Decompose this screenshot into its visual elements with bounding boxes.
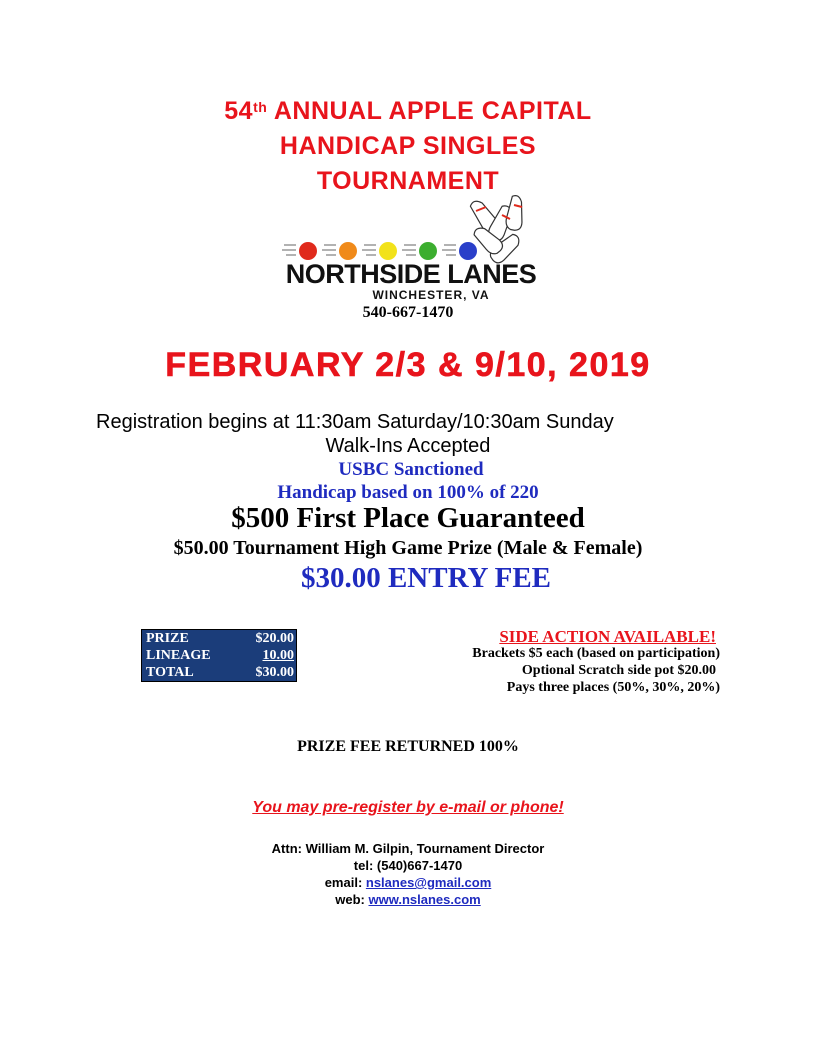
side-action-heading: SIDE ACTION AVAILABLE! bbox=[499, 627, 716, 646]
handicap-basis: Handicap based on 100% of 220 bbox=[277, 482, 539, 503]
bowling-ball-icon bbox=[459, 242, 477, 260]
event-dates: FEBRUARY 2/3 & 9/10, 2019 bbox=[165, 346, 651, 384]
contact-block bbox=[0, 840, 816, 908]
title-line-2: HANDICAP SINGLES bbox=[279, 132, 537, 160]
walkins-note: Walk-Ins Accepted bbox=[325, 435, 491, 457]
fee-breakdown-table bbox=[141, 629, 297, 682]
first-place-prize: $500 First Place Guaranteed bbox=[231, 502, 585, 534]
title-line-1: 54th ANNUAL APPLE CAPITAL bbox=[224, 97, 592, 125]
website-link[interactable]: www.nslanes.com bbox=[368, 892, 481, 907]
contact-email-line: email: nslanes@gmail.com bbox=[324, 875, 492, 890]
logo-city: WINCHESTER, VA bbox=[372, 288, 490, 302]
bowling-ball-icon bbox=[379, 242, 397, 260]
high-game-prize: $50.00 Tournament High Game Prize (Male & Female) bbox=[173, 537, 643, 559]
registration-times: Registration begins at 11:30am Saturday/10:30am Sunday bbox=[96, 411, 614, 433]
side-action-line: Pays three places (50%, 30%, 20%) bbox=[506, 680, 720, 695]
usbc-sanctioned: USBC Sanctioned bbox=[338, 459, 484, 480]
side-action-block bbox=[390, 628, 720, 696]
email-link[interactable]: nslanes@gmail.com bbox=[365, 875, 492, 890]
preregister-note: You may pre-register by e-mail or phone! bbox=[252, 799, 564, 816]
contact-attn: Attn: William M. Gilpin, Tournament Director bbox=[271, 841, 545, 856]
contact-tel: tel: (540)667-1470 bbox=[353, 858, 463, 873]
fee-row-total: TOTAL $30.00 bbox=[146, 665, 294, 680]
bowling-ball-icon bbox=[299, 242, 317, 260]
fee-row-prize: PRIZE $20.00 bbox=[146, 631, 294, 646]
bowling-ball-icon bbox=[419, 242, 437, 260]
side-action-line: Optional Scratch side pot $20.00 bbox=[521, 663, 716, 678]
side-action-line: Brackets $5 each (based on participation) bbox=[472, 646, 720, 661]
logo-phone: 540-667-1470 bbox=[362, 304, 454, 321]
fee-row-lineage: LINEAGE 10.00 bbox=[146, 648, 294, 663]
bowling-ball-icon bbox=[339, 242, 357, 260]
prize-fee-returned: PRIZE FEE RETURNED 100% bbox=[297, 738, 519, 755]
logo-wordmark: NORTHSIDE LANES bbox=[285, 259, 537, 289]
entry-fee: $30.00 ENTRY FEE bbox=[300, 562, 552, 594]
contact-web-line: web: www.nslanes.com bbox=[335, 892, 481, 907]
northside-lanes-logo bbox=[280, 195, 542, 307]
title-line-3: TOURNAMENT bbox=[316, 167, 500, 195]
tournament-title bbox=[0, 94, 816, 199]
